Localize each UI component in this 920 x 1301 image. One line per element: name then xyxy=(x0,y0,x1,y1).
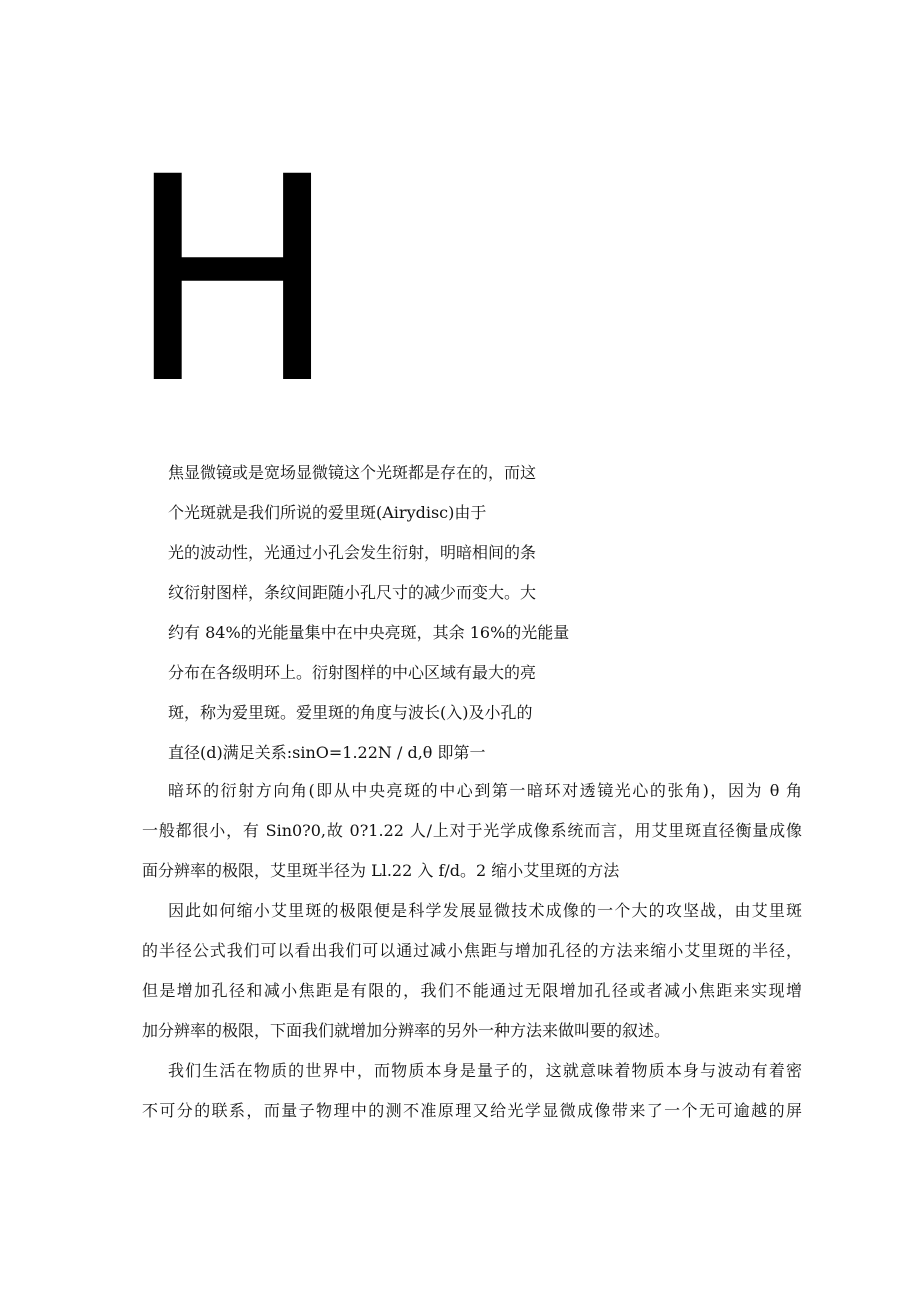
text-line: 加分辨率的极限，下面我们就增加分辨率的另外一种方法来做叫要的叙述。 xyxy=(142,1021,671,1040)
text-line: 不可分的联系，而量子物理中的测不准原理又给光学显微成像带来了一个无可逾越的屏 xyxy=(142,1101,802,1120)
text-line: 暗环的衍射方向角(即从中央亮斑的中心到第一暗环对透镜光心的张角)，因为 θ 角 xyxy=(168,781,802,800)
text-line: 分布在各级明环上。衍射图样的中心区域有最大的亮 xyxy=(168,663,537,682)
text-line: 面分辨率的极限，艾里斑半径为 Ll.22 入 f/d。2 缩小艾里斑的方法 xyxy=(142,861,620,880)
text-line: 焦显微镜或是宽场显微镜这个光斑都是存在的，而这 xyxy=(168,463,537,482)
text-line: 的半径公式我们可以看出我们可以通过减小焦距与增加孔径的方法来缩小艾里斑的半径， xyxy=(142,941,802,960)
text-line: 斑，称为爱里斑。爱里斑的角度与波长(入)及小孔的 xyxy=(168,703,533,722)
large-initial-letter: H xyxy=(126,116,339,446)
text-line: 我们生活在物质的世界中，而物质本身是量子的，这就意味着物质本身与波动有着密 xyxy=(168,1061,802,1080)
text-line: 一般都很小，有 Sin0?0,故 0?1.22 人/上对于光学成像系统而言，用艾里斑直径衡量成像 xyxy=(142,821,802,840)
text-line: 纹衍射图样，条纹间距随小孔尺寸的减少而变大。大 xyxy=(168,583,537,602)
text-line: 约有 84%的光能量集中在中央亮斑，其余 16%的光能量 xyxy=(168,623,570,642)
text-line: 光的波动性，光通过小孔会发生衍射，明暗相间的条 xyxy=(168,543,537,562)
text-line: 直径(d)满足关系:sinO=1.22N / d,θ 即第一 xyxy=(168,743,486,762)
text-line: 但是增加孔径和减小焦距是有限的，我们不能通过无限增加孔径或者减小焦距来实现增 xyxy=(142,981,802,1000)
text-line: 个光斑就是我们所说的爱里斑(Airydisc)由于 xyxy=(168,503,487,522)
text-line: 因此如何缩小艾里斑的极限便是科学发展显微技术成像的一个大的攻坚战，由艾里斑 xyxy=(168,901,802,920)
